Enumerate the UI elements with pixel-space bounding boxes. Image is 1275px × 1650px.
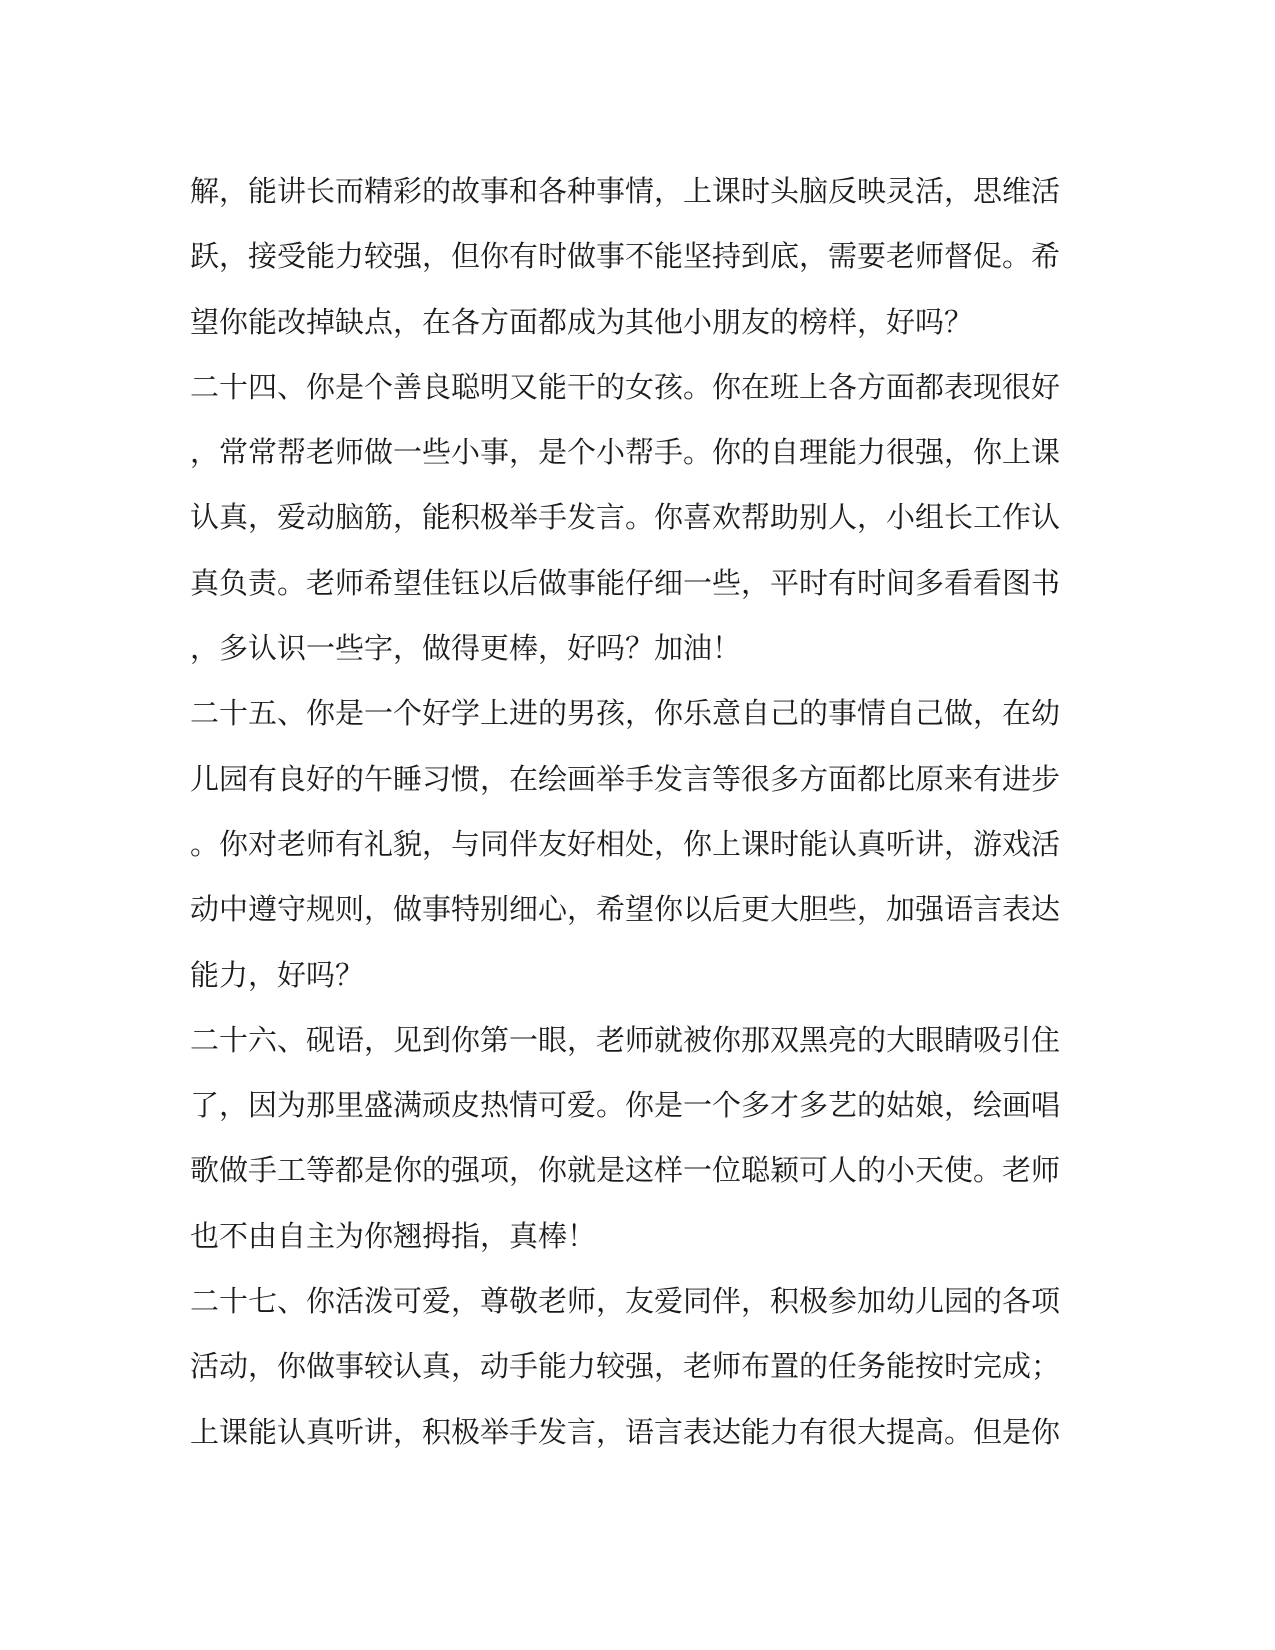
text-line: 动中遵守规则，做事特别细心，希望你以后更大胆些，加强语言表达 bbox=[190, 892, 1061, 927]
text-line: 二十七、你活泼可爱，尊敬老师，友爱同伴，积极参加幼儿园的各项 bbox=[190, 1284, 1061, 1319]
text-line: 活动，你做事较认真，动手能力较强，老师布置的任务能按时完成； bbox=[190, 1349, 1061, 1384]
text-line: 望你能改掉缺点，在各方面都成为其他小朋友的榜样，好吗？ bbox=[190, 304, 974, 339]
text-line: 真负责。老师希望佳钰以后做事能仔细一些，平时有时间多看看图书 bbox=[190, 565, 1061, 600]
text-line: 儿园有良好的午睡习惯，在绘画举手发言等很多方面都比原来有进步 bbox=[190, 761, 1061, 796]
text-line: 解，能讲长而精彩的故事和各种事情，上课时头脑反映灵活，思维活 bbox=[190, 174, 1061, 208]
text-line: 二十五、你是一个好学上进的男孩，你乐意自己的事情自己做，在幼 bbox=[190, 696, 1061, 731]
text-line: 认真，爱动脑筋，能积极举手发言。你喜欢帮助别人，小组长工作认 bbox=[190, 500, 1061, 535]
text-line: 二十四、你是个善良聪明又能干的女孩。你在班上各方面都表现很好 bbox=[190, 369, 1061, 404]
text-line: ，多认识一些字，做得更棒，好吗？加油！ bbox=[190, 631, 742, 666]
text-line: 也不由自主为你翘拇指，真棒！ bbox=[190, 1218, 597, 1253]
text-line: 歌做手工等都是你的强项，你就是这样一位聪颖可人的小天使。老师 bbox=[190, 1153, 1061, 1188]
text-line: 能力，好吗？ bbox=[190, 957, 365, 992]
body-text bbox=[190, 159, 1070, 1465]
text-line: 二十六、砚语，见到你第一眼，老师就被你那双黑亮的大眼睛吸引住 bbox=[190, 1022, 1061, 1057]
text-line: 。你对老师有礼貌，与同伴友好相处，你上课时能认真听讲，游戏活 bbox=[190, 826, 1061, 861]
text-line: ，常常帮老师做一些小事，是个小帮手。你的自理能力很强，你上课 bbox=[190, 435, 1061, 470]
text-line: 跃，接受能力较强，但你有时做事不能坚持到底，需要老师督促。希 bbox=[190, 239, 1061, 274]
text-line: 了，因为那里盛满顽皮热情可爱。你是一个多才多艺的姑娘，绘画唱 bbox=[190, 1088, 1061, 1123]
text-line: 上课能认真听讲，积极举手发言，语言表达能力有很大提高。但是你 bbox=[190, 1414, 1061, 1449]
